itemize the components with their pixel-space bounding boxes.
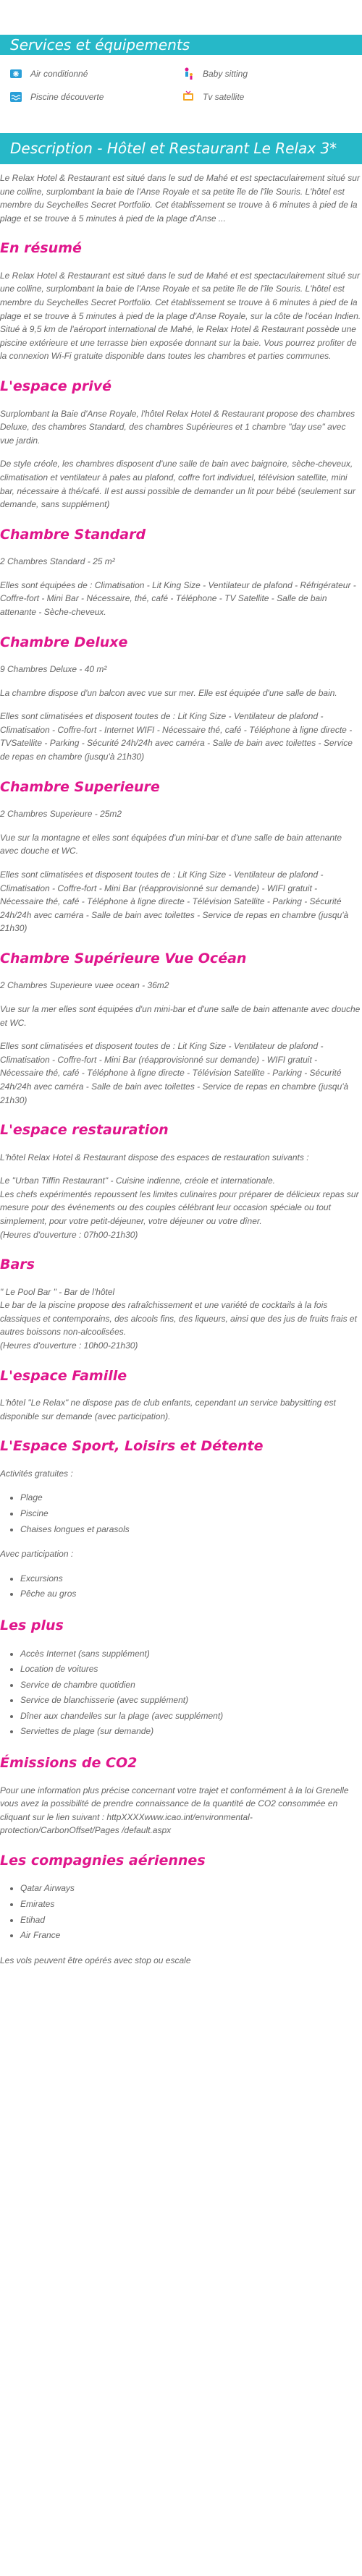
- list-item: • Etihad: [20, 1913, 362, 1929]
- service-baby-sitting: [181, 64, 353, 84]
- bullet-list: [20, 1490, 362, 1537]
- section-paragraph: Activités gratuites :: [0, 1468, 73, 1479]
- services-grid: [0, 55, 362, 111]
- intro-paragraph: Le Relax Hotel & Restaurant est situé dans le sud de Mahé et est spectaculairement situé sur une colline, surplombant la baie de l'Anse Royale et sa petite île de l'île Souris. L'hôtel est membre du Seychelles Secret Portfolio. Cet établissement se trouve à 6 minutes à pied de la plage et se trouve à 5 minutes à pied de la plage d'Anse ...: [0, 173, 360, 224]
- section-heading: Les compagnies aériennes: [0, 1852, 206, 1869]
- list-item: • Piscine: [20, 1506, 362, 1522]
- section-heading: Bars: [0, 1257, 35, 1273]
- list-item: • Service de blanchisserie (avec supplément): [20, 1693, 362, 1709]
- list-item: • Serviettes de plage (sur demande): [20, 1724, 362, 1740]
- section-heading: Chambre Superieure: [0, 778, 160, 795]
- section-paragraph: Elles sont climatisées et disposent toutes de : Lit King Size - Ventilateur de plafond - Climatisation - Coffre-fort - Mini Bar (réapprovisionné sur demande) - WIFI gratuit - Nécessaire thé, café - Téléphone à ligne directe - Télévision Satellite - Parking - Sécurité 24h/24h avec caméra - Salle de bain avec toilettes - Service de repas en chambre (jusqu'à 21h30): [0, 869, 349, 934]
- list-item: • Location de voitures: [20, 1662, 362, 1678]
- service-label: Tv satellite: [203, 92, 245, 102]
- section-paragraph: De style créole, les chambres disposent d'une salle de bain avec baignoire, sèche-cheveux, climatisation et ventilateur à pales au plafond, coffre fort individuel, télévision satellite, mini bar, nécessaire à thé/café. Il est aussi possible de demander un lit pour bébé (seulement sur demande, sans supplément): [0, 459, 355, 510]
- section-heading: Chambre Standard: [0, 526, 146, 543]
- section-paragraph: 2 Chambres Superieure vuee ocean - 36m2: [0, 980, 169, 991]
- section-heading: L'espace privé: [0, 378, 112, 395]
- section-heading: Chambre Supérieure Vue Océan: [0, 950, 247, 966]
- bullet-list: [20, 1571, 362, 1602]
- section-heading: Chambre Deluxe: [0, 634, 128, 650]
- section-paragraph: 2 Chambres Superieure - 25m2: [0, 809, 122, 820]
- description-content: [0, 164, 362, 1967]
- snowflake-icon: [9, 67, 23, 81]
- list-item: • Emirates: [20, 1897, 362, 1913]
- list-item: • Pêche au gros: [20, 1586, 362, 1602]
- bullet-list: [20, 1646, 362, 1740]
- section-paragraph: 9 Chambres Deluxe - 40 m²: [0, 664, 107, 675]
- section-paragraph: L'hôtel Relax Hotel & Restaurant dispose des espaces de restauration suivants :: [0, 1152, 309, 1162]
- section-paragraph: Surplombant la Baie d'Anse Royale, l'hôtel Relax Hotel & Restaurant propose des chambres Deluxe, des chambres Standard, des chambres Supérieures et 1 chambre "day use" avec vue jardin.: [0, 408, 355, 446]
- section-paragraph: Vue sur la montagne et elles sont équipées d'un mini-bar et d'une salle de bain attenante avec douche et WC.: [0, 832, 342, 856]
- section-paragraph: Avec participation :: [0, 1549, 74, 1560]
- section-paragraph: L'hôtel "Le Relax" ne dispose pas de club enfants, cependant un service babysitting est disponible sur demande (avec participation).: [0, 1398, 336, 1421]
- section-paragraph: " Le Pool Bar " - Bar de l'hôtel Le bar de la piscine propose des rafraîchissement et une variété de cocktails à la fois classiques et contemporains, des alcools fins, des liqueurs, ainsi que des jus de fruits frais et autres boissons non-alcoolisées. (Heures d'ouverture : 10h00-21h30): [0, 1286, 357, 1351]
- list-item: • Service de chambre quotidien: [20, 1678, 362, 1693]
- service-label: Baby sitting: [203, 69, 248, 79]
- section-heading: Les plus: [0, 1618, 64, 1633]
- section-heading: Émissions de CO2: [0, 1755, 138, 1772]
- list-item: • Chaises longues et parasols: [20, 1522, 362, 1538]
- section-paragraph: 2 Chambres Standard - 25 m²: [0, 556, 115, 567]
- services-banner: Services et équipements: [0, 35, 362, 55]
- list-item: • Dîner aux chandelles sur la plage (avec supplément): [20, 1709, 362, 1725]
- section-heading: En résumé: [0, 240, 82, 257]
- section-paragraph: Les vols peuvent être opérés avec stop ou escale: [0, 1955, 191, 1965]
- list-item: • Excursions: [20, 1571, 362, 1587]
- service-pool: [9, 87, 181, 107]
- service-air-conditioning: [9, 64, 181, 84]
- list-item: • Qatar Airways: [20, 1881, 362, 1897]
- description-banner: Description - Hôtel et Restaurant Le Relax 3*: [0, 133, 362, 164]
- section-heading: L'espace restauration: [0, 1122, 169, 1139]
- bullet-list: [20, 1881, 362, 1943]
- pool-icon: [9, 90, 23, 104]
- section-paragraph: Le "Urban Tiffin Restaurant" - Cuisine indienne, créole et internationale. Les chefs expérimentés repoussent les limites culinaires pour préparer de délicieux repas sur mesure pour des événements ou des couples célébrant leur occasion spéciale ou tout simplement, pour votre petit-déjeuner, votre déjeuner ou votre dîner. (Heures d'ouverture : 07h00-21h30): [0, 1176, 359, 1240]
- list-item: • Air France: [20, 1928, 362, 1944]
- section-paragraph: Elles sont climatisées et disposent toutes de : Lit King Size - Ventilateur de plafond - Climatisation - Coffre-fort - Mini Bar (réapprovisionné sur demande) - WIFI gratuit - Nécessaire thé, café - Téléphone à ligne directe - Télévision Satellite - Parking - Sécurité 24h/24h avec caméra - Salle de bain avec toilettes - Service de repas en chambre (jusqu'à 21h30): [0, 1041, 349, 1105]
- baby-icon: [181, 67, 195, 81]
- service-tv: [181, 87, 353, 107]
- section-paragraph: Pour une information plus précise concernant votre trajet et conformément à la loi Grenelle vous avez la possibilité de prendre connaissance de la quantité de CO2 consommée en cliquant sur le lien suivant : httpXXXXwww.icao.int/environmental-protection/CarbonOffset/Pages /default.aspx: [0, 1785, 349, 1836]
- section-heading: L'espace Famille: [0, 1367, 127, 1384]
- sections-container: [0, 238, 362, 1967]
- section-paragraph: La chambre dispose d'un balcon avec vue sur mer. Elle est équipée d'une salle de bain.: [0, 687, 337, 698]
- section-paragraph: Elles sont climatisées et disposent toutes de : Lit King Size - Ventilateur de plafond - Climatisation - Coffre-fort - Internet WIFI - Nécessaire thé, café - Téléphone à ligne directe - TVSatellite - Parking - Sécurité 24h/24h avec caméra - Salle de bain avec toilettes - Service de repas en chambre (jusqu'à 21h30): [0, 711, 353, 762]
- section-paragraph: Vue sur la mer elles sont équipées d'un mini-bar et d'une salle de bain attenante avec douche et WC.: [0, 1003, 361, 1028]
- section-heading: L'Espace Sport, Loisirs et Détente: [0, 1438, 264, 1455]
- section-paragraph: Elles sont équipées de : Climatisation - Lit King Size - Ventilateur de plafond - Réfrigérateur - Coffre-fort - Mini Bar - Nécessaire, thé, café - Téléphone - TV Satellite - Salle de bain attenante - Sèche-cheveux.: [0, 579, 356, 617]
- service-label: Piscine découverte: [30, 92, 104, 102]
- list-item: • Plage: [20, 1490, 362, 1506]
- list-item: • Accès Internet (sans supplément): [20, 1646, 362, 1662]
- service-label: Air conditionné: [30, 69, 88, 79]
- section-paragraph: Le Relax Hotel & Restaurant est situé dans le sud de Mahé et est spectaculairement situé sur une colline, surplombant la baie de l'Anse Royale et sa petite île de l'île Souris. L'hôtel est membre du Seychelles Secret Portfolio. Cet établissement se trouve à 6 minutes à pied de la plage et se trouve à 5 minutes à pied de la plage d'Anse Royale, sur la côte de l'océan Indien. Situé à 9,5 km de l'aéroport international de Mahé, le Relax Hotel & Restaurant possède une piscine extérieure et une terrasse bien exposée donnant sur la baie. Vous pourrez profiter de la connexion Wi-Fi gratuite disponible dans toutes les chambres et parties communes.: [0, 270, 361, 362]
- tv-icon: [181, 90, 195, 104]
